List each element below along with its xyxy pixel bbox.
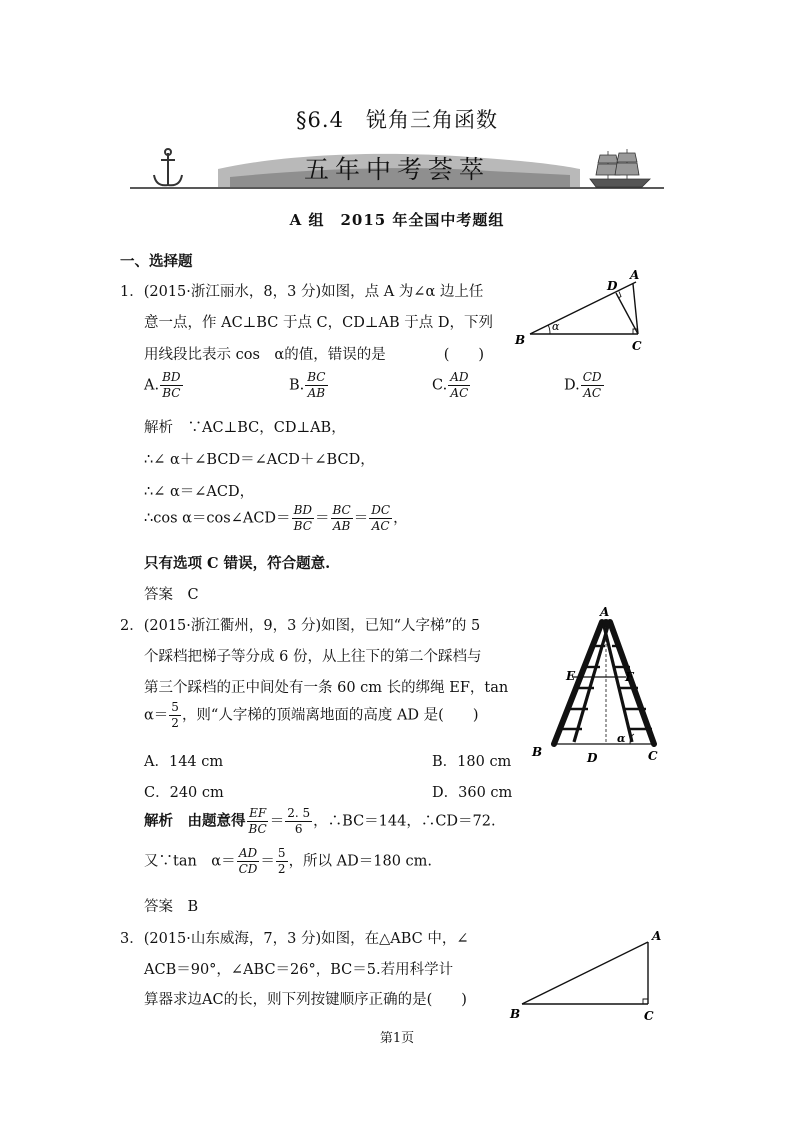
q3-figure	[506, 924, 666, 1024]
q1-fig-label-d: D	[607, 279, 618, 293]
q3-line-2: ACB＝90°，∠ABC＝26°，BC＝5.若用科学计	[144, 962, 454, 978]
q2-option-c: C．240 cm	[144, 785, 224, 801]
q2-fig-label-c: C	[648, 749, 658, 763]
q1-option-b: B. $\frac{BC}{AB}$	[289, 370, 326, 400]
q1-fig-label-a: A	[630, 268, 640, 282]
q1-fig-label-b: B	[515, 333, 526, 347]
page-title: §6.4 锐角三角函数	[296, 108, 498, 132]
q1-option-d: D. $\frac{CD}{AC}$	[564, 370, 602, 400]
q1-line-1: 1．(2015·浙江丽水，8，3 分)如图，点 A 为∠α 边上任	[120, 284, 484, 300]
q3-fig-label-c: C	[644, 1009, 654, 1023]
q2-line-4: α＝ $\frac{5}{2}$ ，则“人字梯的顶端离地面的高度 AD 是( )	[144, 700, 479, 730]
q2-solution-1: 解析 由题意得 $\frac{EF}{BC}$ ＝ $\frac{2. 5}{6}$ ，∴BC＝144，∴CD＝72.	[144, 806, 496, 836]
q1-answer: 答案 C	[144, 587, 199, 603]
banner-title: 五年中考荟萃	[303, 155, 490, 184]
q1-line-2: 意一点，作 AC⊥BC 于点 C，CD⊥AB 于点 D，下列	[144, 315, 493, 331]
group-heading: A 组 2015 年全国中考题组	[289, 211, 505, 229]
q2-option-d: D．360 cm	[432, 785, 513, 801]
q2-fig-label-e: E	[566, 669, 576, 683]
q1-fig-label-c: C	[632, 339, 642, 353]
q1-figure	[510, 266, 660, 356]
q1-solution-4: ∴cos α＝cos∠ACD＝ $\frac{BD}{BC}$ ＝ $\frac{BC}{AB}$ ＝ $\frac{DC}{AC}$ ，	[144, 503, 408, 533]
q1-solution-2: ∴∠ α＋∠BCD＝∠ACD＋∠BCD，	[144, 452, 375, 468]
q3-line-3: 算器求边AC的长，则下列按键顺序正确的是( )	[144, 992, 467, 1008]
q2-figure	[526, 604, 676, 768]
q1-fig-alpha: α	[552, 320, 560, 333]
q3-fig-label-a: A	[652, 929, 662, 943]
q2-option-b: B．180 cm	[432, 754, 512, 770]
q1-option-a: A. $\frac{BD}{BC}$	[144, 370, 181, 400]
q1-solution-5: 只有选项 C 错误，符合题意.	[144, 555, 331, 572]
q1-option-c: C. $\frac{AD}{AC}$	[432, 370, 469, 400]
q1-line-3: 用线段比表示 cos α的值，错误的是 ( )	[144, 347, 485, 363]
q2-fig-label-f: F	[625, 670, 634, 684]
q2-solution-2: 又∵tan α＝ $\frac{AD}{CD}$ ＝ $\frac{5}{2}$ ，所以 AD＝180 cm.	[144, 846, 433, 876]
q1-solution-1: 解析 ∵AC⊥BC，CD⊥AB，	[144, 420, 346, 436]
q2-fig-alpha: α	[617, 732, 626, 745]
q2-answer: 答案 B	[144, 899, 199, 915]
q2-fig-label-b: B	[532, 745, 543, 759]
q3-line-1: 3．(2015·山东威海，7，3 分)如图，在△ABC 中，∠	[120, 931, 469, 947]
q2-fig-label-a: A	[600, 605, 610, 619]
q2-option-a: A．144 cm	[144, 754, 224, 770]
q1-solution-3: ∴∠ α＝∠ACD，	[144, 484, 255, 500]
section-heading: 一、选择题	[120, 253, 193, 270]
page-number: 第1页	[379, 1031, 415, 1046]
q2-fig-label-d: D	[587, 751, 598, 765]
q2-line-3: 第三个踩档的正中间处有一条 60 cm 长的绑绳 EF，tan	[144, 680, 509, 696]
q3-fig-label-b: B	[510, 1007, 521, 1021]
q2-line-2: 个踩档把梯子等分成 6 份，从上往下的第二个踩档与	[144, 649, 482, 665]
q2-line-1: 2．(2015·浙江衢州，9，3 分)如图，已知“人字梯”的 5	[120, 618, 481, 634]
